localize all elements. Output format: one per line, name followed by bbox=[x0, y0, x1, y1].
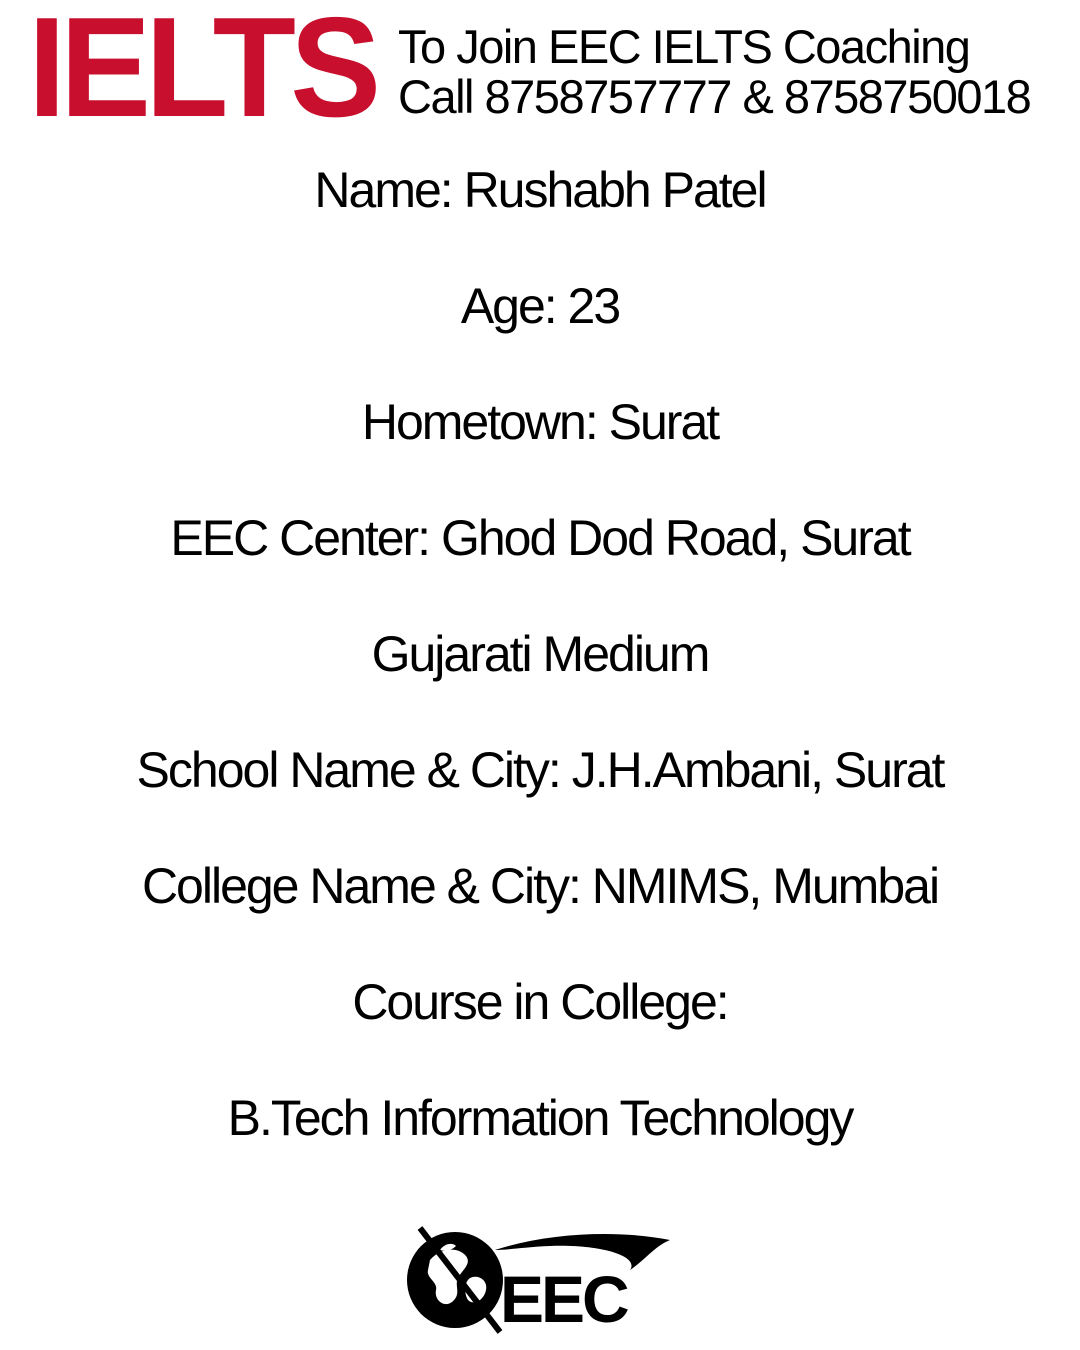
student-hometown: Hometown: Surat bbox=[361, 394, 719, 450]
student-age: Age: 23 bbox=[460, 278, 620, 334]
eec-brand-text: EEC bbox=[500, 1262, 627, 1336]
eec-logo-graphic bbox=[400, 1220, 680, 1338]
college-name-city: College Name & City: NMIMS, Mumbai bbox=[141, 858, 939, 914]
school-name-city: School Name & City: J.H.Ambani, Surat bbox=[136, 742, 944, 798]
course-value: B.Tech Information Technology bbox=[227, 1090, 853, 1146]
tagline-phone-line: Call 8758757777 & 8758750018 bbox=[398, 70, 1031, 123]
course-label: Course in College: bbox=[352, 974, 728, 1030]
eec-center: EEC Center: Ghod Dod Road, Surat bbox=[170, 510, 910, 566]
coaching-tagline bbox=[398, 22, 1030, 122]
eec-globe-logo-icon bbox=[400, 1220, 680, 1338]
student-name: Name: Rushabh Patel bbox=[314, 162, 766, 218]
header bbox=[28, 0, 1068, 147]
school-medium: Gujarati Medium bbox=[371, 626, 709, 682]
tagline-line-1: To Join EEC IELTS Coaching bbox=[398, 20, 970, 73]
ielts-logo: IELTS bbox=[28, 0, 376, 147]
